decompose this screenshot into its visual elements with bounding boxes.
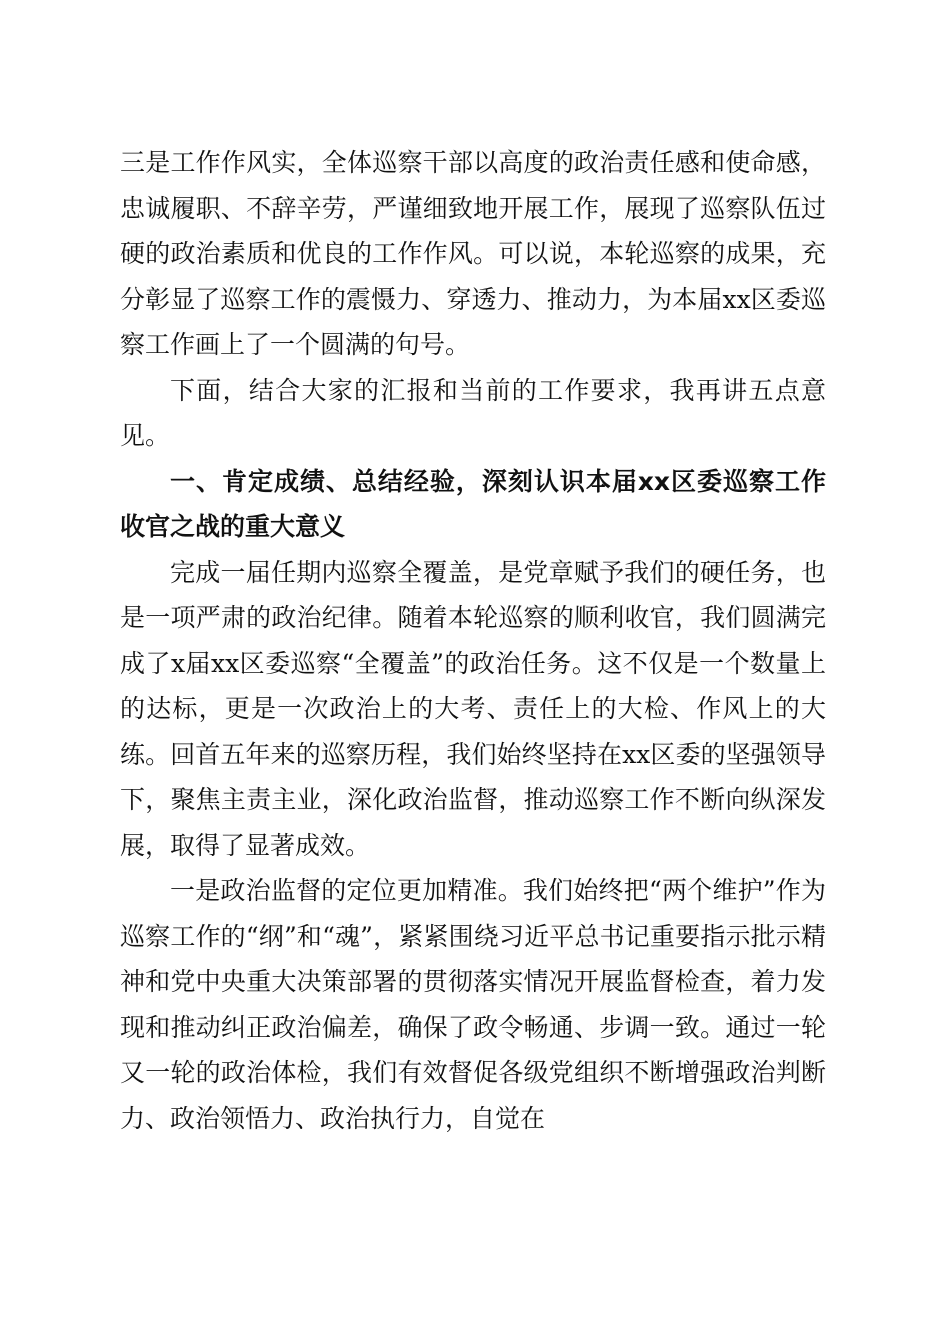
section-heading-1: 一、肯定成绩、总结经验，深刻认识本届xx区委巡察工作收官之战的重大意义 xyxy=(120,466,826,541)
paragraph-political-supervision: 一是政治监督的定位更加精准。我们始终把“两个维护”作为巡察工作的“纲”和“魂”，紧紧围绕习近平总书记重要指示批示精神和党中央重大决策部署的贯彻落实情况开展监督检查，着力发现和推动纠正政治偏差，确保了政令畅通、步调一致。通过一轮又一轮的政治体检，我们有效督促各级党组织不断增强政治判断力、政治领悟力、政治执行力，自觉在 xyxy=(120,876,826,1133)
paragraph-work-style: 三是工作作风实，全体巡察干部以高度的政治责任感和使命感，忠诚履职、不辞辛劳，严谨细致地开展工作，展现了巡察队伍过硬的政治素质和优良的工作作风。可以说，本轮巡察的成果，充分彰显了巡察工作的震慑力、穿透力、推动力，为本届xx区委巡察工作画上了一个圆满的句号。 xyxy=(120,148,826,359)
paragraph-five-points-intro: 下面，结合大家的汇报和当前的工作要求，我再讲五点意见。 xyxy=(120,375,826,450)
document-page xyxy=(120,140,826,1141)
paragraph-full-coverage: 完成一届任期内巡察全覆盖，是党章赋予我们的硬任务，也是一项严肃的政治纪律。随着本轮巡察的顺利收官，我们圆满完成了x届xx区委巡察“全覆盖”的政治任务。这不仅是一个数量上的达标，更是一次政治上的大考、责任上的大检、作风上的大练。回首五年来的巡察历程，我们始终坚持在xx区委的坚强领导下，聚焦主责主业，深化政治监督，推动巡察工作不断向纵深发展，取得了显著成效。 xyxy=(120,557,826,860)
